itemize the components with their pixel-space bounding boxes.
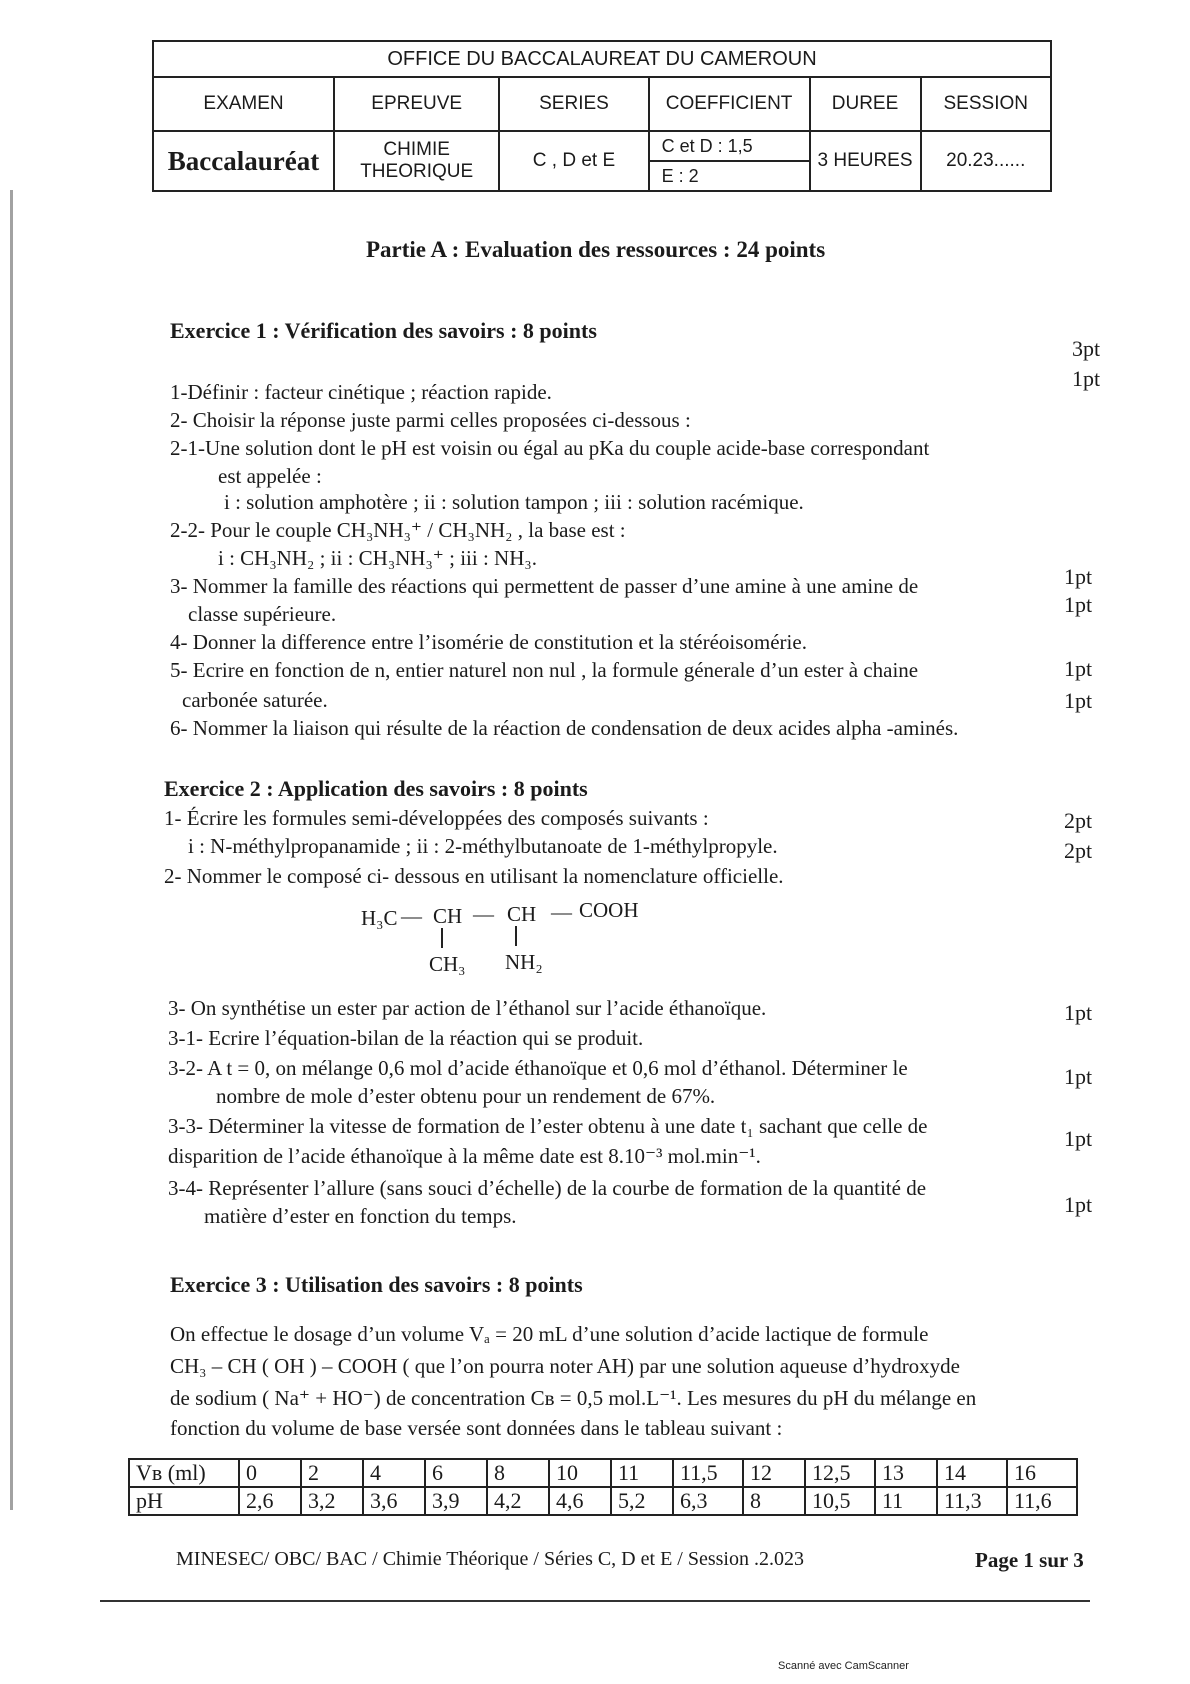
table-cell: 3,9 <box>425 1487 487 1515</box>
formula-ch-1: CH <box>433 904 463 928</box>
col-epreuve: EPREUVE <box>334 77 499 131</box>
table-row-vb <box>129 1459 1077 1487</box>
formula-ch-2: CH <box>507 902 537 926</box>
ex2-line-6: 3-2- A t = 0, on mélange 0,6 mol d’acide éthanoïque et 0,6 mol d’éthanol. Déterminer le <box>168 1056 908 1080</box>
table-cell: 4 <box>363 1459 425 1487</box>
footer-rule <box>100 1600 1090 1602</box>
table-cell: 11 <box>611 1459 673 1487</box>
footer-text: MINESEC/ OBC/ BAC / Chimie Théorique / Séries C, D et E / Session .2.023 <box>176 1548 804 1570</box>
table-cell: 8 <box>743 1487 805 1515</box>
formula-bond-1: — <box>401 904 422 928</box>
ex1-line-7: i : CH₃NH₂ ; ii : CH₃NH₃⁺ ; iii : NH₃. <box>218 546 537 570</box>
ex3-line-4: fonction du volume de base versée sont données dans le tableau suivant : <box>170 1416 783 1440</box>
page-edge-shadow <box>10 190 13 1510</box>
formula-vertical-bond-2 <box>515 926 517 946</box>
ex2-line-9: disparition de l’acide éthanoïque à la même date est 8.10⁻³ mol.min⁻¹. <box>168 1144 761 1168</box>
ex2-line-5: 3-1- Ecrire l’équation-bilan de la réaction qui se produit. <box>168 1026 644 1050</box>
table-cell: 8 <box>487 1459 549 1487</box>
ex1-line-8: 3- Nommer la famille des réactions qui permettent de passer d’une amine à une amine de <box>170 574 919 598</box>
table-cell: 4,6 <box>549 1487 611 1515</box>
formula-cooh: COOH <box>579 898 639 922</box>
table-label-ph: pH <box>129 1487 239 1515</box>
col-coefficient: COEFFICIENT <box>649 77 810 131</box>
ex2-points-6: 1pt <box>1064 1192 1093 1217</box>
col-examen: EXAMEN <box>153 77 334 131</box>
formula-bond-2: — <box>473 902 494 926</box>
ex1-line-1: 1-Définir : facteur cinétique ; réaction rapide. <box>170 380 552 404</box>
formula-h3c: H₃C <box>361 906 398 930</box>
page-number: Page 1 sur 3 <box>975 1548 1084 1572</box>
ex1-line-4: est appelée : <box>218 464 322 488</box>
table-cell: 16 <box>1007 1459 1077 1487</box>
table-cell: 11,3 <box>937 1487 1007 1515</box>
epreuve-line1: CHIMIE <box>383 139 450 160</box>
duree-value: 3 HEURES <box>810 131 921 191</box>
ex2-line-7: nombre de mole d’ester obtenu pour un rendement de 67%. <box>216 1084 716 1108</box>
ex2-points-1: 2pt <box>1064 808 1093 833</box>
ex3-line-2: CH₃ – CH ( OH ) – COOH ( que l’on pourra noter AH) par une solution aqueuse d’hydroxyde <box>170 1354 961 1378</box>
ex1-line-9: classe supérieure. <box>188 602 337 626</box>
office-title: OFFICE DU BACCALAUREAT DU CAMEROUN <box>153 41 1051 77</box>
table-cell: 5,2 <box>611 1487 673 1515</box>
chemical-formula <box>355 898 675 976</box>
ex1-points-2: 1pt <box>1064 564 1093 589</box>
table-cell: 0 <box>239 1459 301 1487</box>
table-cell: 6,3 <box>673 1487 743 1515</box>
ex1-line-13: 6- Nommer la liaison qui résulte de la réaction de condensation de deux acides alpha -aminés. <box>170 716 959 740</box>
ex2-line-4: 3- On synthétise un ester par action de l’éthanol sur l’acide éthanoïque. <box>168 996 767 1020</box>
table-cell: 14 <box>937 1459 1007 1487</box>
col-session: SESSION <box>921 77 1052 131</box>
ex2-line-2: i : N-méthylpropanamide ; ii : 2-méthylbutanoate de 1-méthylpropyle. <box>188 834 778 858</box>
titration-table <box>128 1458 1078 1516</box>
ex2-line-10: 3-4- Représenter l’allure (sans souci d’échelle) de la courbe de formation de la quantité de <box>168 1176 927 1200</box>
ex2-line-1: 1- Écrire les formules semi-développées des composés suivants : <box>164 806 709 830</box>
coefficient-value <box>649 131 810 191</box>
table-cell: 11,6 <box>1007 1487 1077 1515</box>
session-value: 20.23...... <box>921 131 1052 191</box>
ex1-line-2: 2- Choisir la réponse juste parmi celles proposées ci-dessous : <box>170 408 691 432</box>
table-cell: 3,6 <box>363 1487 425 1515</box>
ex3-line-1: On effectue le dosage d’un volume Vₐ = 20 mL d’une solution d’acide lactique de formule <box>170 1322 929 1346</box>
formula-nh2: NH₂ <box>505 950 543 974</box>
table-cell: 13 <box>875 1459 937 1487</box>
table-cell: 10 <box>549 1459 611 1487</box>
formula-ch3: CH₃ <box>429 952 466 976</box>
table-cell: 4,2 <box>487 1487 549 1515</box>
ex2-points-3: 1pt <box>1064 1000 1093 1025</box>
ex1-line-5: i : solution amphotère ; ii : solution tampon ; iii : solution racémique. <box>224 490 804 514</box>
exercise2-title: Exercice 2 : Application des savoirs : 8 points <box>164 776 588 801</box>
ex1-line-11: 5- Ecrire en fonction de n, entier naturel non nul , la formule génerale d’un ester à chaine <box>170 658 919 682</box>
exercise1-total-points: 3pt <box>1072 336 1101 361</box>
table-cell: 11,5 <box>673 1459 743 1487</box>
ex1-line-12: carbonée saturée. <box>182 688 328 712</box>
examen-value: Baccalauréat <box>153 131 334 191</box>
table-cell: 12,5 <box>805 1459 875 1487</box>
table-row-ph <box>129 1487 1077 1515</box>
exam-header-table <box>152 40 1052 192</box>
part-a-title: Partie A : Evaluation des ressources : 24 points <box>366 237 826 262</box>
ex1-line-10: 4- Donner la difference entre l’isomérie de constitution et la stéréoisomérie. <box>170 630 807 654</box>
formula-vertical-bond-1 <box>441 928 443 948</box>
ex1-line-6: 2-2- Pour le couple CH₃NH₃⁺ / CH₃NH₂ , la base est : <box>170 518 626 542</box>
epreuve-value <box>334 131 499 191</box>
ex1-points-4: 1pt <box>1064 656 1093 681</box>
ex1-points-5: 1pt <box>1064 688 1093 713</box>
table-cell: 12 <box>743 1459 805 1487</box>
col-series: SERIES <box>499 77 648 131</box>
coef-c-d: C et D : 1,5 <box>650 132 809 162</box>
exercise3-title: Exercice 3 : Utilisation des savoirs : 8 points <box>170 1272 583 1297</box>
table-label-vb: Vʙ (ml) <box>129 1459 239 1487</box>
table-cell: 6 <box>425 1459 487 1487</box>
exercise1-title: Exercice 1 : Vérification des savoirs : 8 points <box>170 318 597 343</box>
ex3-line-3: de sodium ( Na⁺ + HO⁻) de concentration Cʙ = 0,5 mol.L⁻¹. Les mesures du pH du mélange en <box>170 1386 977 1410</box>
coef-e: E : 2 <box>661 165 699 186</box>
ex2-line-3: 2- Nommer le composé ci- dessous en utilisant la nomenclature officielle. <box>164 864 784 888</box>
scanner-watermark: Scanné avec CamScanner <box>778 1660 909 1672</box>
table-cell: 3,2 <box>301 1487 363 1515</box>
ex1-points-3: 1pt <box>1064 592 1093 617</box>
table-cell: 10,5 <box>805 1487 875 1515</box>
ex1-line-3: 2-1-Une solution dont le pH est voisin ou égal au pKa du couple acide-base correspondant <box>170 436 930 460</box>
ex2-points-5: 1pt <box>1064 1126 1093 1151</box>
ex2-line-8: 3-3- Déterminer la vitesse de formation de l’ester obtenu à une date t₁ sachant que celle de <box>168 1114 928 1138</box>
ex1-points-1: 1pt <box>1072 366 1101 391</box>
table-cell: 11 <box>875 1487 937 1515</box>
ex2-points-4: 1pt <box>1064 1064 1093 1089</box>
ex2-points-2: 2pt <box>1064 838 1093 863</box>
table-cell: 2 <box>301 1459 363 1487</box>
epreuve-line2: THEORIQUE <box>360 161 474 182</box>
series-value: C , D et E <box>499 131 648 191</box>
formula-bond-3: — <box>551 900 572 924</box>
col-duree: DUREE <box>810 77 921 131</box>
table-cell: 2,6 <box>239 1487 301 1515</box>
ex2-line-11: matière d’ester en fonction du temps. <box>204 1204 517 1228</box>
